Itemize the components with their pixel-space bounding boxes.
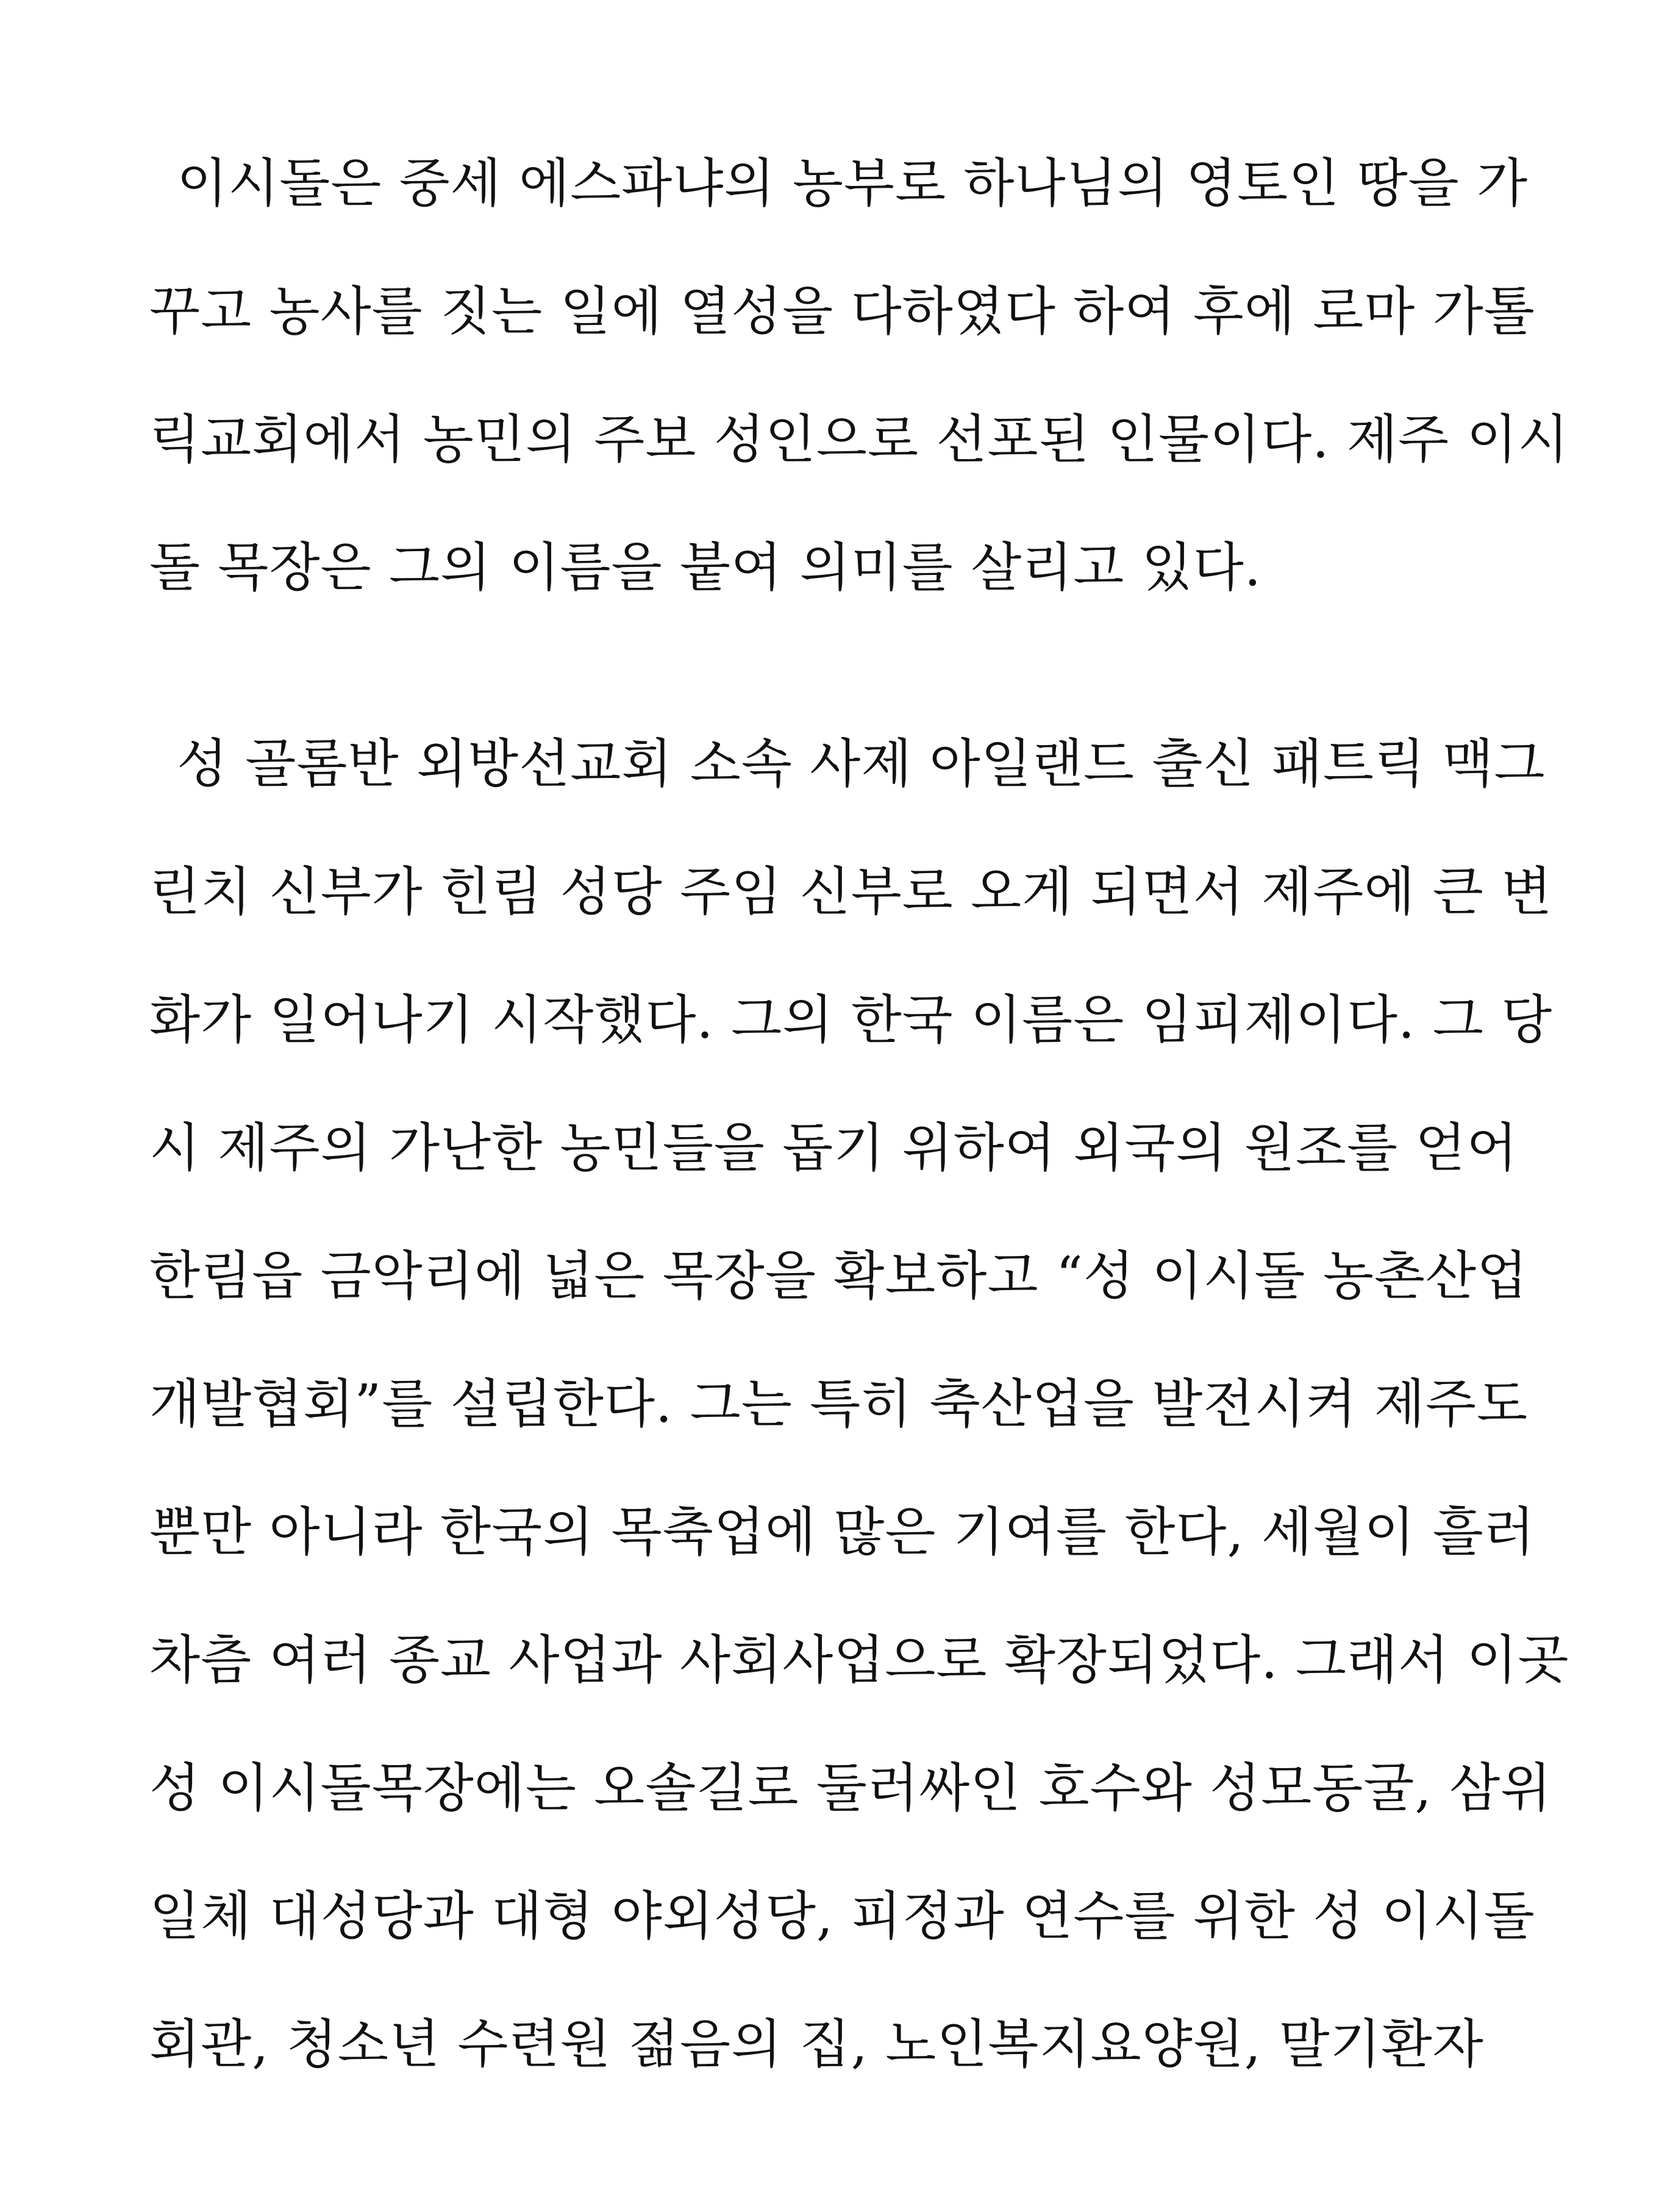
- paragraph-1-line-4: 돌 목장은 그의 이름을 붙여 의미를 살리고 있다.: [149, 537, 1262, 598]
- paragraph-1-line-1: 이시돌은 중세 에스파냐의 농부로 하나님의 영토인 땅을 가: [177, 153, 1529, 214]
- paragraph-2-line-4: 시 제주의 가난한 농민들을 돕기 위하여 외국의 원조를 얻어: [149, 1118, 1518, 1179]
- paragraph-1-line-2: 꾸고 농사를 짓는 일에 열성을 다하였다 하여 후에 로마 가톨: [149, 281, 1535, 342]
- paragraph-1-line-3: 릭교회에서 농민의 주보 성인으로 선포된 인물이다. 제주 이시: [149, 409, 1569, 470]
- paragraph-2-line-3: 화가 일어나기 시작했다. 그의 한국 이름은 임피제이다. 그 당: [149, 990, 1553, 1051]
- paragraph-2-line-7: 뿐만 아니라 한국의 목축업에 많은 기여를 한다, 세월이 흘러: [149, 1502, 1535, 1563]
- paragraph-2-line-2: 린치 신부가 힌림 성당 주임 신부로 오게 되면서 제주에 큰 변: [149, 862, 1553, 922]
- paragraph-2-line-6: 개발협회”를 설립한다. 그는 특히 축산업을 발전시켜 제주도: [149, 1374, 1529, 1435]
- paragraph-2-line-5: 한림읍 금악리에 넓은 목장을 확보하고 “성 이시돌 농촌산업: [149, 1246, 1529, 1307]
- paragraph-2-line-11: 회관, 청소년 수련원 젊음의 집, 노인복지요양원, 말기환자: [149, 2014, 1484, 2075]
- paragraph-2-line-9: 성 이시돌목장에는 오솔길로 둘러싸인 호수와 성모동굴, 삼위: [149, 1758, 1552, 1819]
- paragraph-2-line-10: 일체 대성당과 대형 야외성당, 피정과 연수를 위한 성 이시돌: [149, 1886, 1535, 1947]
- paragraph-2-line-8: 차츰 여러 종교 사업과 사회사업으로 확장되었다. 그래서 이곳: [149, 1630, 1569, 1691]
- paragraph-2-line-1: 성 골롬반 외방선교회 소속 사제 아일랜드 출신 패트릭 맥그: [177, 733, 1546, 794]
